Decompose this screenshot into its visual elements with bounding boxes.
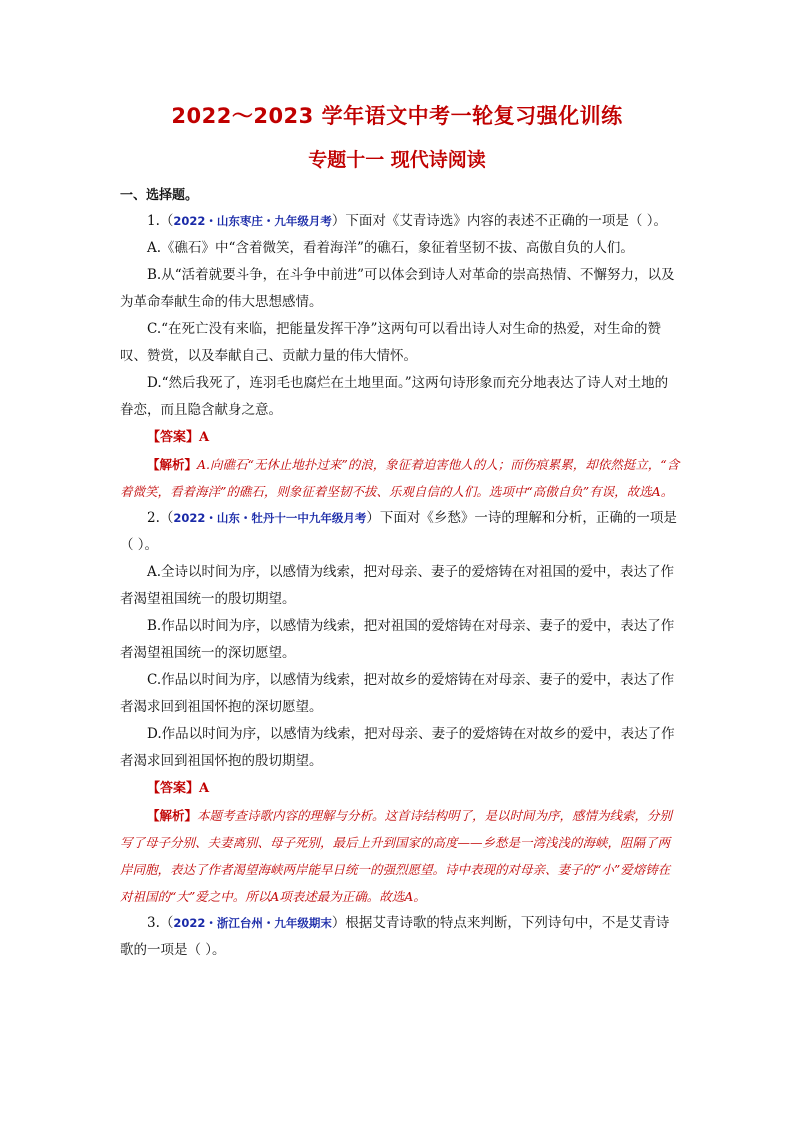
question-2-option-b: B.作品以时间为序，以感情为线索，把对祖国的爱熔铸在对母亲、妻子的爱中，表达了作者渴望祖国统一的深切愿望。 (120, 618, 675, 661)
question-1-option-b: B.从“活着就要斗争，在斗争中前进”可以体会到诗人对革命的崇高热情、不懈努力，以及为革命奉献生命的伟大思想感情。 (120, 267, 675, 310)
question-3-stem: 3.（2022・浙江台州・九年级期末）根据艾青诗歌的特点来判断，下列诗句中，不是艾青诗歌的一项是（ ）。 (120, 915, 670, 958)
question-2-answer: 【答案】A (147, 781, 210, 796)
question-source: 2022・浙江台州・九年级期末 (173, 916, 332, 930)
question-1-analysis: 【解析】A.向礁石“无休止地扑过来”的浪，象征着迫害他人的人；而伤痕累累，却依然挺立，“含着微笑，看着海洋”的礁石，则象征着坚韧不拔、乐观自信的人们。选项中“高傲自负”有误，故选A。 (120, 457, 680, 499)
section-heading: 一、选择题。 (120, 188, 199, 203)
question-2-stem: 2.（2022・山东・牡丹十一中九年级月考）下面对《乡愁》一诗的理解和分析，正确的一项是（ ）。 (120, 510, 677, 553)
question-2-option-d: D.作品以时间为序，以感情为线索，把对母亲、妻子的爱熔铸在对故乡的爱中，表达了作者渴求回到祖国怀抱的殷切期望。 (120, 726, 675, 769)
question-2-analysis: 【解析】本题考查诗歌内容的理解与分析。这首诗结构明了，是以时间为序，感情为线索，分别写了母子分别、夫妻离别、母子死别，最后上升到国家的高度——乡愁是一湾浅浅的海峡，阻隔了两岸同胞，表达了作者渴望海峡两岸能早日统一的强烈愿望。诗中表现的对母亲、妻子的“小”爱熔铸在对祖国的“大”爱之中。所以A项表述最为正确。故选A。 (120, 808, 673, 904)
question-1-option-c: C.“在死亡没有来临，把能量发挥干净”这两句可以看出诗人对生命的热爱，对生命的赞叹、赞赏，以及奉献自己、贡献力量的伟大情怀。 (120, 321, 661, 364)
question-source: 2022・山东・牡丹十一中九年级月考 (173, 511, 367, 525)
document-subtitle: 专题十一 现代诗阅读 (308, 149, 486, 171)
question-2-option-a: A.全诗以时间为序，以感情为线索，把对母亲、妻子的爱熔铸在对祖国的爱中，表达了作者渴望祖国统一的殷切期望。 (120, 564, 675, 607)
questions (120, 208, 680, 964)
question-1-option-a: A.《礁石》中“含着微笑，看着海洋”的礁石，象征着坚韧不拔、高傲自负的人们。 (147, 240, 634, 256)
document-title: 2022～2023 学年语文中考一轮复习强化训练 (171, 104, 623, 128)
question-2-option-c: C.作品以时间为序，以感情为线索，把对故乡的爱熔铸在对母亲、妻子的爱中，表达了作者渴求回到祖国怀抱的深切愿望。 (120, 672, 675, 715)
question-source: 2022・山东枣庄・九年级月考 (173, 214, 332, 228)
question-1-option-d: D.“然后我死了，连羽毛也腐烂在土地里面。”这两句诗形象而充分地表达了诗人对土地的眷恋，而且隐含献身之意。 (120, 375, 669, 418)
question-1-answer: 【答案】A (147, 430, 210, 445)
question-1-stem: 1.（2022・山东枣庄・九年级月考）下面对《艾青诗选》内容的表述不正确的一项是（ ）。 (147, 213, 667, 229)
